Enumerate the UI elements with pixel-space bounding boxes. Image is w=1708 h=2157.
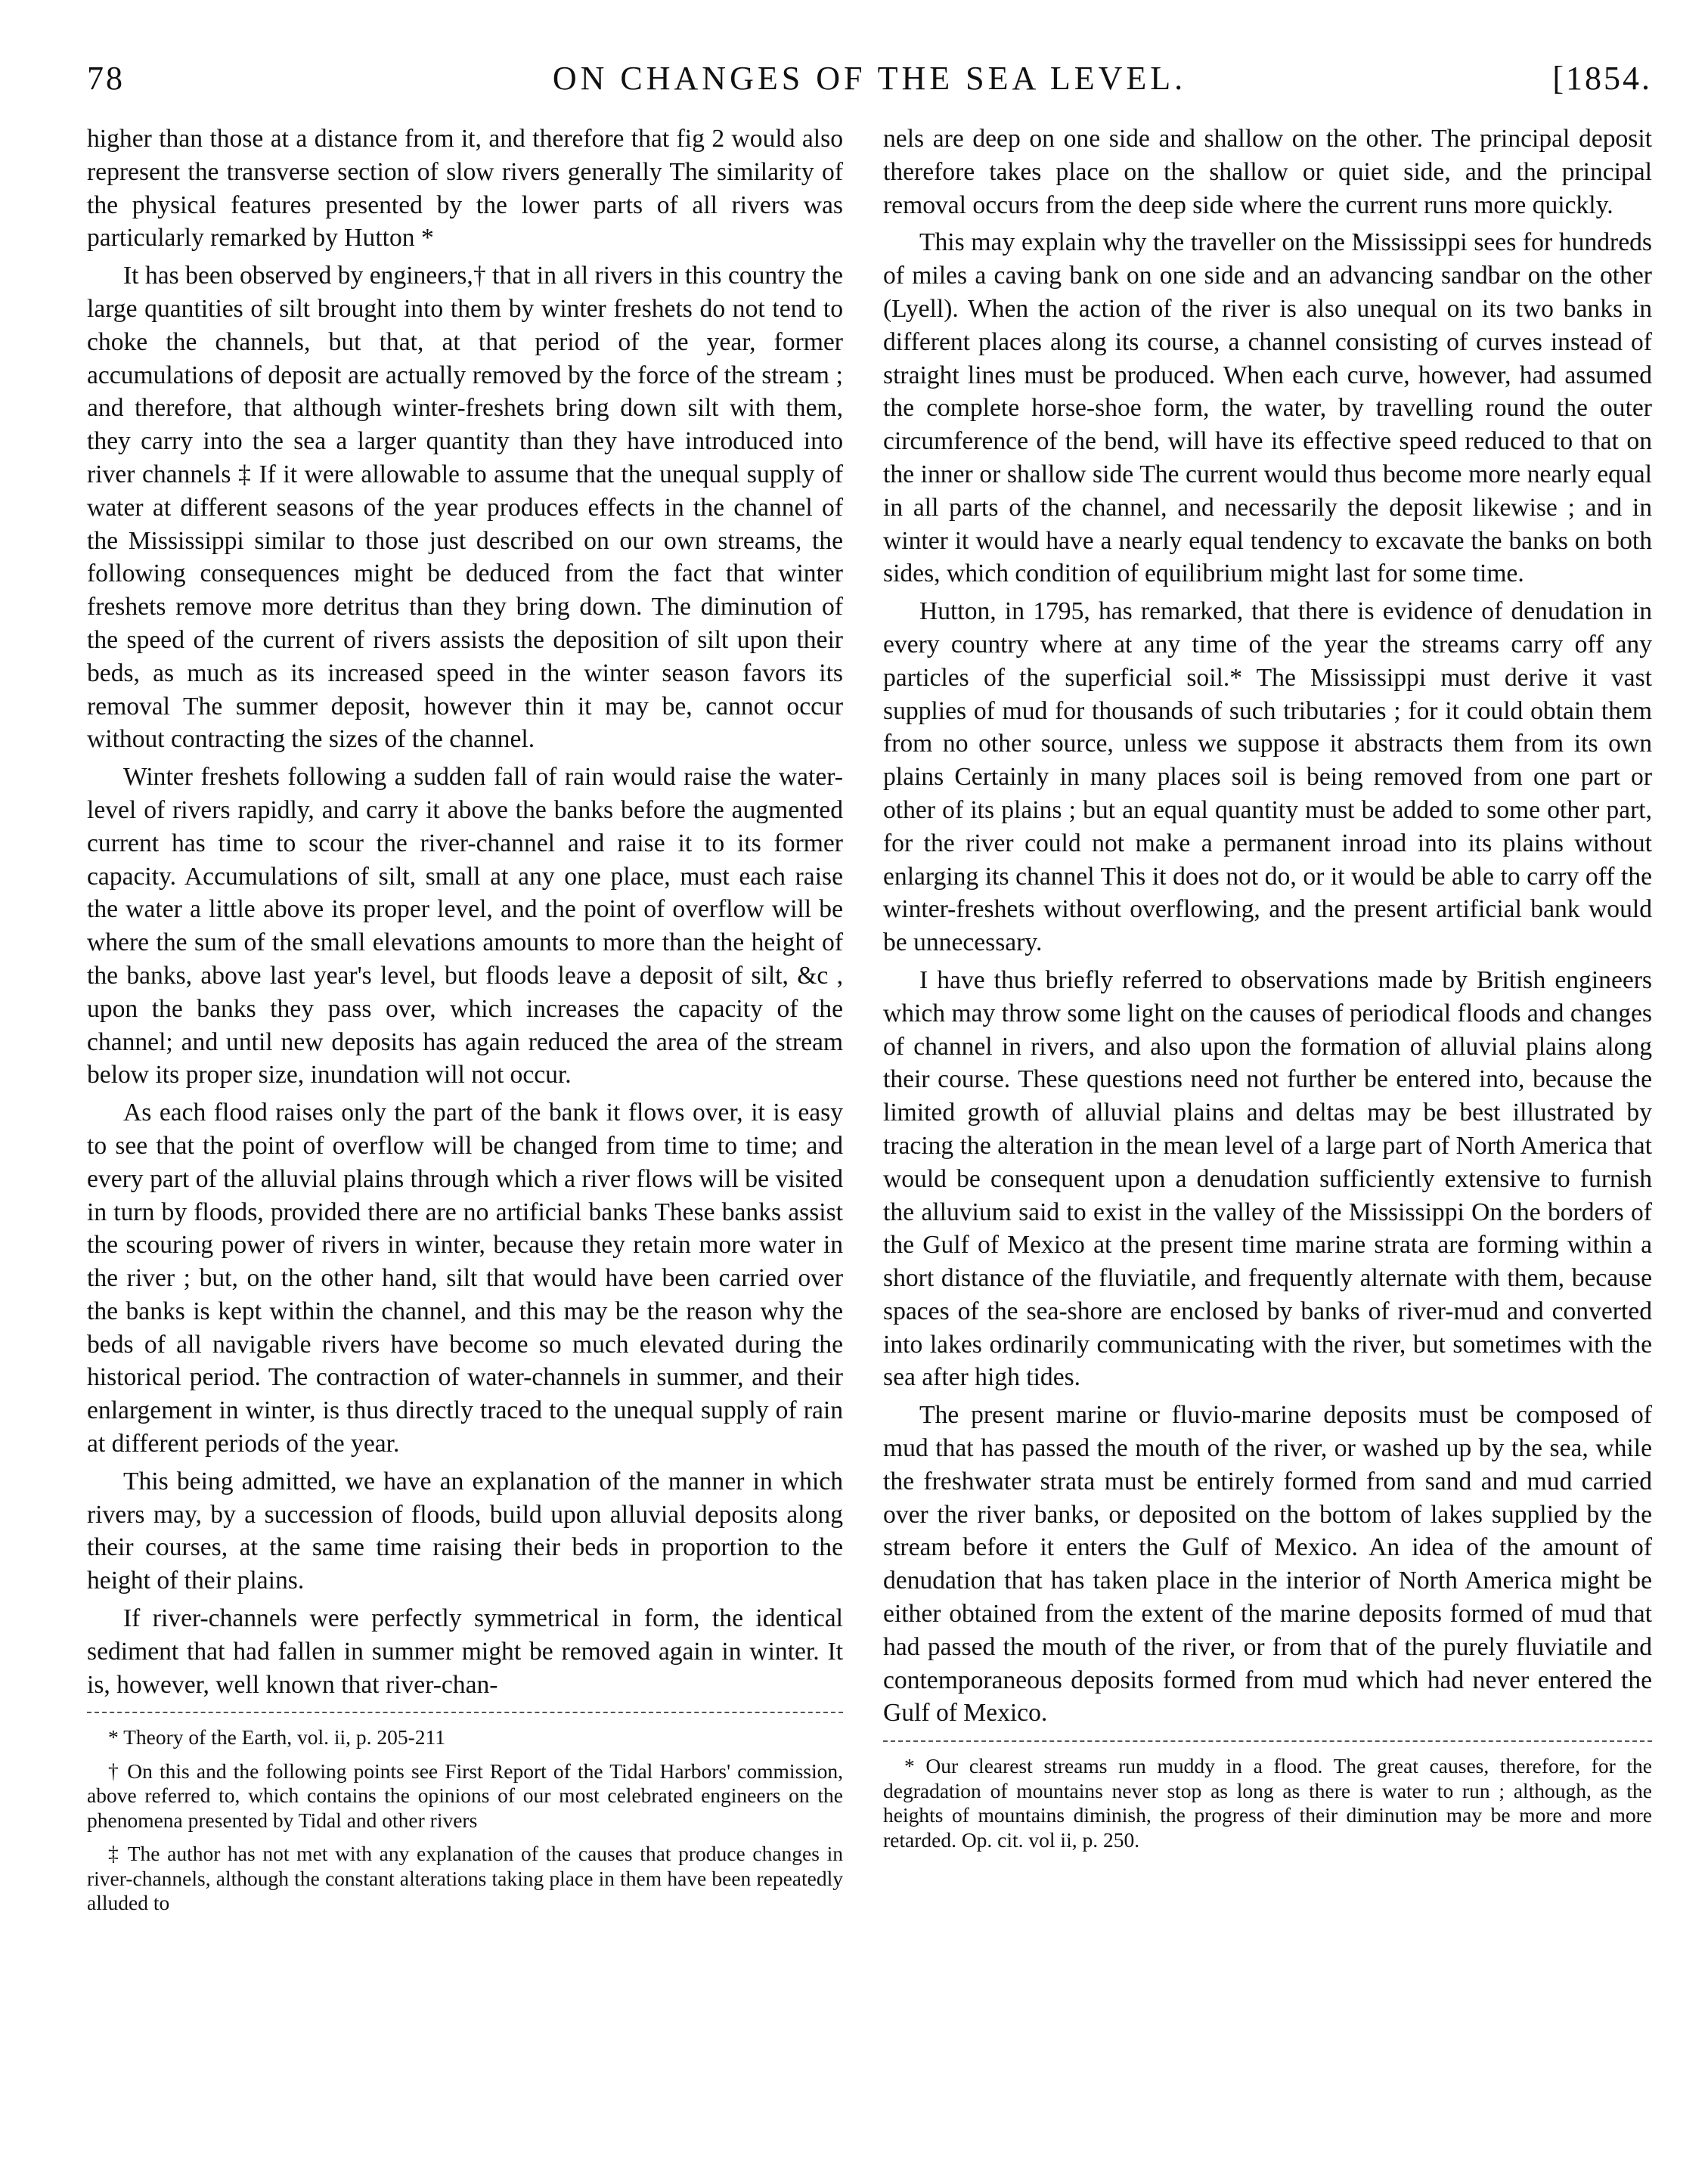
right-paragraph-1: nels are deep on one side and shallow on the other. The principal deposit therefore takes place on the shallow or quiet side, and the principal removal occurs from the deep side where the current runs more quickly. [883,125,1652,219]
running-title: ON CHANGES OF THE SEA LEVEL. [552,60,1187,97]
footnote-divider [87,1712,843,1713]
right-column [883,122,1652,1861]
right-paragraph-3: Hutton, in 1795, has remarked, that there is evidence of denudation in every country where at any time of the year the streams carry off any particles of the superficial soil.* The Mississippi must derive it vast supplies of mud for thousands of such tributaries ; for it could obtain them from no other source, unless we suppose it abstracts them from its own plains Certainly in many places soil is being removed from one part or other of its plains ; but an equal quantity must be added to some other part, for the river could not make a permanent inroad into its plains without enlarging its channel This it does not do, or it would be able to carry off the winter-freshets without overflowing, and the present artificial bank would be unnecessary. [883,597,1652,957]
left-paragraph-1: higher than those at a distance from it, and therefore that fig 2 would also represent the transverse section of slow rivers generally The similarity of the physical features presented by the lower parts of all rivers was particularly remarked by Hutton * [87,125,843,253]
left-paragraph-5: This being admitted, we have an explanation of the manner in which rivers may, by a succession of floods, build upon alluvial deposits along their courses, at the same time raising their beds in proportion to the height of their plains. [87,1467,843,1595]
right-paragraph-4: I have thus briefly referred to observations made by British engineers which may throw some light on the causes of periodical floods and changes of channel in rivers, and also upon the formation of alluvial plains along their course. These questions need not further be entered into, because the limited growth of alluvial plains and deltas may be best illustrated by tracing the alteration in the mean level of a large part of North America that would be consequent upon a denudation sufficiently extensive to furnish the alluvium said to exist in the valley of the Mississippi On the borders of the Gulf of Mexico at the present time marine strata are forming within a short distance of the fluviatile, and frequently alternate with them, because spaces of the sea-shore are enclosed by banks of river-mud and converted into lakes ordinarily communicating with the river, but sometimes with the sea after high tides. [883,965,1652,1392]
left-footnote-3: ‡ The author has not met with any explanation of the causes that produce changes in river-channels, although the constant alterations taking place in them have been repeatedly alluded to [87,1842,843,1915]
left-paragraph-4: As each flood raises only the part of the bank it flows over, it is easy to see that the point of overflow will be changed from time to time; and every part of the alluvial plains through which a river flows will be visited in turn by floods, provided there are no artificial banks These banks assist the scouring power of rivers in winter, because they retain more water in the river ; but, on the other hand, silt that would have been carried over the banks is kept within the channel, and this may be the reason why the beds of all navigable rivers have become so much elevated during the historical period. The contraction of water-channels in summer, and their enlargement in winter, is thus directly traced to the unequal supply of rain at different periods of the year. [87,1099,843,1458]
page-number: 78 [87,60,125,97]
left-paragraph-2: It has been observed by engineers,† that in all rivers in this country the large quantities of silt brought into them by winter freshets do not tend to choke the channels, but that, at that period of the year, former accumulations of deposit are actually removed by the force of the stream ; and therefore, that although winter-freshets bring down silt with them, they carry into the sea a larger quantity than they have introduced into river channels ‡ If it were allowable to assume that the unequal supply of water at different seasons of the year produces effects in the channel of the Mississippi similar to those just described on our own streams, the following consequences might be deduced from the fact that winter freshets remove more detritus than they bring down. The diminution of the speed of the current of rivers assists the deposition of silt upon their beds, as much as its increased speed in the winter season favors its removal The summer deposit, however thin it may be, cannot occur without contracting the sizes of the channel. [87,262,843,754]
left-footnote-1: * Theory of the Earth, vol. ii, p. 205-211 [108,1725,446,1749]
left-paragraph-3: Winter freshets following a sudden fall of rain would raise the water-level of rivers rapidly, and carry it above the banks before the augmented current has time to scour the river-channel and raise it to its former capacity. Accumulations of silt, small at any one place, must each raise the water a little above its proper level, and the point of overflow will be where the sum of the small elevations amounts to more than the height of the banks, above last year's level, but floods leave a deposit of silt, &c , upon the banks they pass over, which increases the capacity of the channel; and until new deposits has again reduced the area of the stream below its proper size, inundation will not occur. [87,763,843,1089]
left-footnote-2: † On this and the following points see First Report of the Tidal Harbors' commission, above referred to, which contains the opinions of our most celebrated engineers on the phenomena presented by Tidal and other rivers [87,1759,843,1832]
right-footnote-1: * Our clearest streams run muddy in a flood. The great causes, therefore, for the degradation of mountains never stop as long as there is water to run ; although, as the heights of mountains diminish, the progress of their diminution may be more and more retarded. Op. cit. vol ii, p. 250. [883,1754,1652,1852]
running-header [87,59,1652,112]
right-paragraph-5: The present marine or fluvio-marine deposits must be composed of mud that has passed the mouth of the river, or washed up by the sea, while the freshwater strata must be entirely formed from sand and mud carried over the river banks, or deposited on the bottom of lakes supplied by the stream before it enters the Gulf of Mexico. An idea of the amount of denudation that has taken place in the interior of North America might be either obtained from the extent of the marine deposits formed of mud that had passed the mouth of the river, or from that of the purely fluviatile and contemporaneous deposits formed from mud which had never entered the Gulf of Mexico. [883,1401,1652,1728]
footnote-divider [883,1740,1652,1742]
left-column [87,122,843,1925]
header-year: [1854. [1552,60,1652,97]
left-paragraph-6: If river-channels were perfectly symmetrical in form, the identical sediment that had fallen in summer might be removed again in winter. It is, however, well known that river-chan- [87,1604,843,1699]
right-paragraph-2: This may explain why the traveller on the Mississippi sees for hundreds of miles a caving bank on one side and an advancing sandbar on the other (Lyell). When the action of the river is also unequal on its two banks in different places along its course, a channel consisting of curves instead of straight lines must be produced. When each curve, however, had assumed the complete horse-shoe form, the water, by travelling round the outer circumference of the bend, will have its effective speed reduced to that on the inner or shallow side The current would thus become more nearly equal in all parts of the channel, and necessarily the deposit likewise ; and in winter it would have a nearly equal tendency to excavate the banks on both sides, which condition of equilibrium might last for some time. [883,228,1652,588]
